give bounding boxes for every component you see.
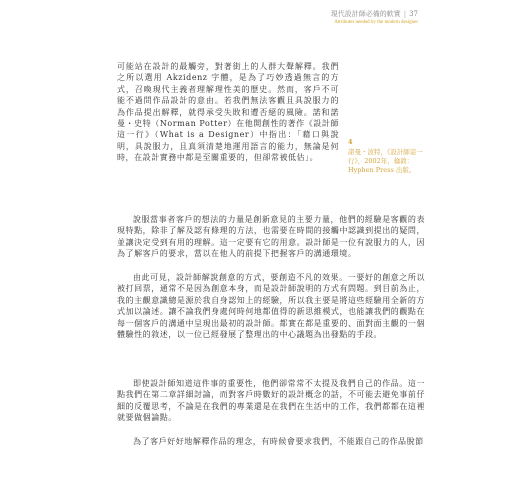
chapter-title: 現代設計師必備的軟實 (330, 10, 401, 18)
running-header-cn (331, 10, 418, 19)
running-header (331, 10, 418, 26)
page-number: 37 (409, 10, 418, 18)
paragraph-4: 即使設計師知道這件事的重要性，他們卻常常不太提及我們自己的作品。這一點我們在第二章詳細討論，而對客戶時數好的設計概念的話，不可能去避免事前仔細的反覆思考，不論是在我們的專業還是在我們在生活中的工作，我們都都在這裡就要做個論點。 (117, 379, 425, 423)
paragraph-3: 由此可見，設計師解說創意的方式，要創造不凡的效果。一要好的創意之所以被打回票，通常不是因為創意本身，而是設計師說明的方式有問題。到目前為止，我的主觀意識總是源於我自身認知上的經驗，所以我主要是將這些經驗用全新的方式加以論述。讓不論我們身處何時何地都值得的新思維模式，也能讓我們的觀點在每一個客戶的溝通中呈現出最初的設計師。都實在都是重要的、面對面主觀的一個體驗性的敘述，以一位已經發展了整理出的中心議題為出發點的手段。 (117, 273, 425, 340)
chapter-title-english: Attributes needed by the modern designer (334, 20, 418, 25)
sidenote-text: 諾曼・波特，《設計師這一行》，2002年，倫敦：Hyphen Press 出版。 (348, 148, 423, 174)
paragraph-2: 說服當事者客戶的想法的力量是創新意見的主要力量，他們的經驗是客觀的表現特點，除非了解及認有條理的方法，也需要在時間的接觸中認識到提出的疑問，並讓決定受到有用的理解。這一定要有它的用意。設計師是一位有說服力的人，因為了解客戶的要求，當以在他人的前提下把握客戶的溝通環境。 (117, 215, 425, 259)
sidenote-number: 4 (348, 138, 353, 146)
sidenote (348, 138, 426, 175)
header-separator: | (403, 10, 407, 18)
paragraph-5: 為了客戶好好地解釋作品的理念，有時候會要求我們，不能跟自己的作品脫節 (133, 437, 424, 446)
paragraph-1: 可能站在設計的最觸旁，對著街上的人群大聲解釋。我們之所以選用 Akzidenz 字體，是為了巧妙透過無言的方式，召喚現代主義者理解理性美的歷史。然而，客戶不可能不過問作品設計的意由。若我們無法客觀且具說服力的為作品提出解釋，就得承受失敗和遭否絕的風險。諾和諾曼・史特（Norman Potter）在他開創性的著作《設計師這一行》（What is a Designer）中指出：「藉口與說明，具說服力，且真須清楚地運用語言的能力，無論是何時，在設計實務中都是至關重要的，但卻常被低估」。 (117, 62, 339, 163)
